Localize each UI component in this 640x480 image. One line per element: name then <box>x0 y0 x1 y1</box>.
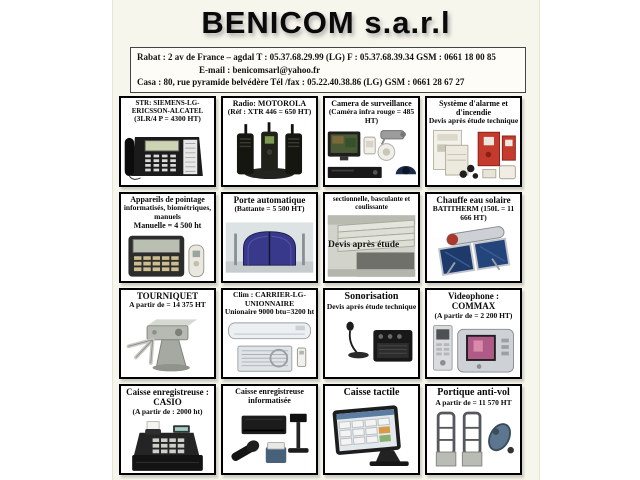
product-price: (A partir de = 2 200 HT) <box>434 310 513 320</box>
cctv-equipment-illustration <box>325 125 418 185</box>
videophone-illustration <box>427 320 520 378</box>
product-title-block <box>325 194 418 211</box>
air-conditioner-illustration <box>223 317 316 377</box>
product-card-chauffe-eau-solaire <box>425 192 522 283</box>
product-name: Clim : CARRIER-LG-UNIONNAIRE <box>233 290 306 308</box>
product-card-porte-sectionnelle <box>323 192 420 283</box>
product-name: Sonorisation <box>344 291 399 302</box>
product-name: Système d'alarme et d'incendie <box>439 99 508 118</box>
product-price: A partir de = 14 375 HT <box>129 300 206 310</box>
product-card-telephone-standard <box>119 96 216 187</box>
flyer-body <box>112 0 540 480</box>
product-card-radio-motorola <box>221 96 318 187</box>
anti-theft-gates-illustration <box>427 407 520 473</box>
product-price: (Battante = 5 500 HT) <box>234 204 305 214</box>
product-card-caisse-casio <box>119 384 216 475</box>
product-price: (A partir de : 2000 ht) <box>132 406 203 416</box>
product-name: Radio: MOTOROLA <box>232 99 307 108</box>
product-price: Unionaire 9000 btu=3200 ht <box>224 307 315 317</box>
product-card-videophone <box>425 288 522 379</box>
time-clock-illustration <box>121 231 214 281</box>
swing-gate-illustration <box>223 214 316 281</box>
product-title-block <box>325 290 418 311</box>
product-name: Caisse enregistreuse informatisée <box>235 387 304 406</box>
product-name: Caisse enregistreuse : CASIO <box>126 387 209 408</box>
product-title-block <box>121 290 214 310</box>
product-title-block <box>223 98 316 117</box>
contact-line-casa: Casa : 80, rue pyramide belvédère Tél /fax : 05.22.40.38.86 (LG) GSM : 0661 28 67 27 <box>137 77 465 88</box>
alarm-system-illustration <box>427 126 520 185</box>
product-title-block <box>121 386 214 416</box>
product-price: Manuelle = 4 500 ht <box>133 221 202 231</box>
product-card-camera-surveillance <box>323 96 420 187</box>
product-name: STR: SIEMENS-LG-ERICSSON-ALCATEL <box>131 99 204 116</box>
product-title-block <box>427 98 520 126</box>
product-card-tourniquet <box>119 288 216 379</box>
product-card-caisse-tactile <box>323 384 420 475</box>
contact-line-email: E-mail : benicomsarl@yahoo.fr <box>199 64 321 75</box>
turnstile-illustration <box>121 310 214 377</box>
company-title: BENICOM s.a.r.l <box>201 5 451 40</box>
product-card-appareil-pointage <box>119 192 216 283</box>
pa-system-illustration <box>325 311 418 377</box>
product-card-portique-antivol <box>425 384 522 475</box>
product-name: Portique anti-vol <box>437 387 510 398</box>
product-card-sonorisation <box>323 288 420 379</box>
product-note: Devis après étude technique <box>326 301 417 311</box>
product-name: Camera de surveillance <box>331 99 412 108</box>
cash-register-illustration <box>121 416 214 474</box>
product-card-porte-automatique <box>221 192 318 283</box>
product-title-block <box>427 194 520 223</box>
product-name: Chauffe eau solaire <box>436 195 511 205</box>
devis-overlay-label: Devis après étude <box>328 240 400 251</box>
contact-line-rabat: Rabat : 2 av de France – agdal T : 05.37.68.29.99 (LG) F : 05.37.68.39.34 GSM : 0661 18 00 85 <box>137 52 496 62</box>
product-subtitle: informatisés, biométriques, manuels <box>123 203 212 221</box>
product-name: TOURNIQUET <box>136 291 199 301</box>
product-price: (3LR/4 P = 4300 HT) <box>134 114 201 124</box>
pos-peripherals-illustration <box>223 405 316 473</box>
product-price: A partir de = 11 570 HT <box>435 397 512 407</box>
product-name: Appareils de pointage <box>130 195 205 204</box>
product-name: Videophone : COMMAX <box>448 291 499 312</box>
product-price: (Caméra infra rouge = 485 HT) <box>328 107 415 125</box>
product-name: sectionnelle, basculante et coulissante <box>332 195 411 212</box>
product-title-block <box>223 194 316 214</box>
product-card-alarme-incendie <box>425 96 522 187</box>
touchscreen-pos-illustration <box>325 399 418 474</box>
product-title-block <box>121 194 214 231</box>
product-title-block <box>427 290 520 320</box>
product-note: Devis après étude technique <box>428 116 519 126</box>
product-card-climatisation <box>221 288 318 379</box>
product-title-block <box>121 98 214 124</box>
contact-info-box <box>130 47 526 93</box>
product-name: Caisse tactile <box>343 387 400 398</box>
product-title-block <box>427 386 520 407</box>
product-title-block <box>325 98 418 125</box>
product-grid <box>119 96 522 475</box>
walkie-talkie-illustration <box>223 117 316 185</box>
product-price: BATITHERM (150L = 11 666 HT) <box>432 204 515 222</box>
product-title-block <box>223 290 316 317</box>
product-name: Porte automatique <box>233 195 306 205</box>
solar-water-heater-illustration <box>427 223 520 281</box>
product-title-block <box>223 386 316 405</box>
product-title-block <box>325 386 418 399</box>
product-price: (Réf : XTR 446 = 650 HT) <box>227 107 312 117</box>
product-card-caisse-informatisee <box>221 384 318 475</box>
garage-door-illustration <box>325 211 418 281</box>
desk-phone-illustration <box>121 124 214 185</box>
